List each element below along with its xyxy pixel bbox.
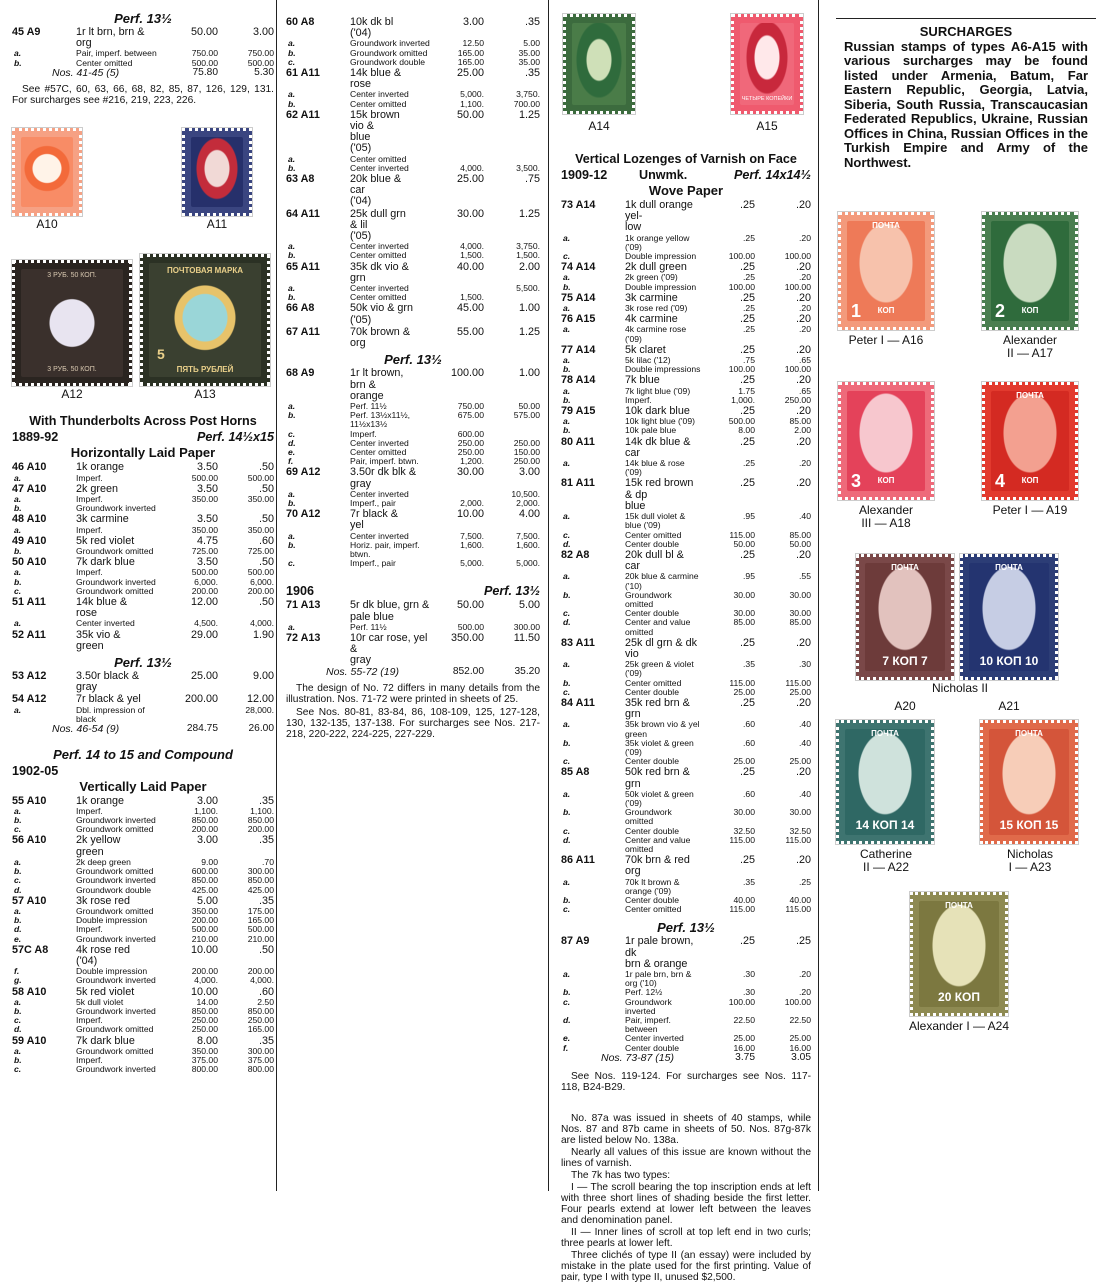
stamp-a22-value: 14 КОП 14 (855, 818, 915, 833)
listing-row: 76 A15 4k carmine .25 .20 (561, 313, 811, 326)
listing-row: 57C A8 4k rose red ('04) 10.00 .50 (12, 943, 274, 967)
listing-row: 58 A10 5k red violet 10.00 .60 (12, 985, 274, 998)
variety-row: c. Groundwork inverted 850.00 850.00 (14, 875, 274, 886)
listing-row: 48 A10 3k carmine 3.50 .50 (12, 513, 274, 526)
variety-row: a. Imperf. 500.00 500.00 (14, 472, 274, 483)
stamp-a13-image (140, 254, 270, 386)
stamp-a16-label: ПОЧТА (872, 221, 900, 230)
variety-row: b. Groundwork omitted 725.00 725.00 (14, 546, 274, 557)
variety-row: a. 35k brown vio & yel green .60 .40 (563, 719, 811, 739)
perf-heading: Perf. 13½ (384, 352, 442, 368)
stamp-a17-kop: КОП (1021, 306, 1039, 316)
caption-a19: Peter I — A19 (992, 503, 1068, 517)
caption-a12: A12 (61, 387, 83, 402)
listing-row: 50 A10 7k dark blue 3.50 .50 (12, 556, 274, 569)
caption-a20: A20 (894, 699, 916, 713)
listing-row: 65 A11 35k dk vio & grn 40.00 2.00 (286, 260, 540, 284)
variety-row: a. 70k lt brown & orange ('09) .35 .25 (563, 876, 811, 896)
variety-row: b. Imperf. 1,000. 250.00 (563, 394, 811, 405)
stamp-a21-value: 10 КОП 10 (979, 654, 1039, 669)
listing-row: 82 A8 20k dull bl & car .25 .20 (561, 548, 811, 573)
stamp-a24-image (910, 892, 1008, 1016)
stamp-a19-value: 4 (995, 471, 1006, 492)
variety-row: b. Groundwork inverted (14, 503, 156, 514)
variety-row: c. Center double 25.00 25.00 (563, 686, 811, 697)
caption-a17-line1: Alexander (1002, 333, 1058, 347)
listing-row: 49 A10 5k red violet 4.75 .60 (12, 534, 274, 547)
note: The design of No. 72 differs in many details from the illustration. Nos. 71-72 were printed in sheets of 25. (286, 683, 540, 706)
listing-row: 78 A14 7k blue .25 .20 (561, 374, 811, 387)
stamp-a17-value: 2 (995, 301, 1006, 322)
variety-row: a. 1r pale brn, brn & org ('10) .30 .20 (563, 969, 811, 989)
caption-a17-line2: II — A17 (1006, 346, 1054, 360)
variety-row: a. 7k light blue ('09) 1.75 .65 (563, 385, 811, 396)
variety-row: c. Imperf. 250.00 250.00 (14, 1015, 274, 1026)
variety-row: d. Center double 50.00 50.00 (563, 538, 811, 549)
stamp-a18-image (838, 382, 934, 500)
stamp-a12-image (12, 260, 132, 386)
variety-row: b. Perf. 13½x11½, 11½x13½ 675.00 575.00 (288, 410, 540, 430)
variety-row: c. Groundwork inverted 100.00 100.00 (563, 996, 811, 1016)
variety-row: b. Center inverted 4,000. 3,500. (288, 162, 540, 173)
stamp-a19-label: ПОЧТА (1016, 391, 1044, 400)
paper-heading: Horizontally Laid Paper (70, 445, 216, 461)
variety-row: b. Groundwork omitted 600.00 300.00 (14, 866, 274, 877)
variety-row: a. 1k orange yellow ('09) .25 .20 (563, 232, 811, 252)
listing-row: 84 A11 35k red brn & grn .25 .20 (561, 696, 811, 721)
stamp-a19-kop: КОП (1021, 476, 1039, 486)
variety-row: g. Groundwork inverted 4,000. 4,000. (14, 975, 274, 986)
stamp-a20-image (856, 554, 954, 680)
variety-row: a. Center inverted 5,000. 3,750. (288, 89, 540, 100)
stamp-figures (824, 170, 1096, 1050)
listing-row: 47 A10 2k green 3.50 .50 (12, 482, 274, 495)
stamp-a23-image (980, 720, 1078, 844)
caption-a11: A11 (206, 217, 228, 232)
variety-row: d. Pair, imperf. between 22.50 22.50 (563, 1015, 811, 1035)
stamp-a11-image (182, 128, 252, 216)
surcharges-title: SURCHARGES (919, 24, 1013, 39)
caption-a16: Peter I — A16 (848, 333, 924, 347)
variety-row: a. Dbl. impression of black 28,000. (14, 704, 274, 724)
variety-row: b. Perf. 12½ .30 .20 (563, 987, 811, 998)
listing-row: 46 A10 1k orange 3.50 .50 (12, 461, 274, 474)
variety-row: a. Center inverted 4,500. 4,000. (14, 618, 274, 629)
stamp-figures (12, 106, 274, 404)
variety-row: d. Center and value omitted 115.00 115.00 (563, 834, 811, 854)
perf-heading: Perf. 13½ (657, 920, 715, 936)
stamp-a22-label: ПОЧТА (871, 729, 899, 738)
listing-row: 81 A11 15k red brown & dp blue .25 .20 (561, 477, 811, 512)
listing-row: 55 A10 1k orange 3.00 .35 (12, 794, 274, 807)
variety-row: b. Groundwork omitted 30.00 30.00 (563, 807, 811, 827)
perf-heading: Perf. 13½ (114, 11, 172, 26)
variety-row: b. Horiz. pair, imperf. btwn. 1,600. 1,600. (288, 539, 540, 559)
nos-total-row: Nos. 73-87 (15) 3.75 3.05 (601, 1051, 811, 1064)
column-3 (561, 0, 811, 1283)
variety-row: a. Groundwork omitted 350.00 300.00 (14, 1045, 274, 1056)
variety-row: b. 35k violet & green ('09) .60 .40 (563, 737, 811, 757)
stamp-a16-value: 1 (851, 301, 862, 322)
listing-row: 74 A14 2k dull green .25 .20 (561, 261, 811, 274)
nos-total-row: Nos. 46-54 (9) 284.75 26.00 (52, 723, 274, 736)
variety-row: a. Imperf. 350.00 350.00 (14, 494, 274, 505)
variety-row: f. Center double 16.00 16.00 (563, 1042, 811, 1053)
variety-row: a. Perf. 11½ 500.00 300.00 (288, 621, 540, 632)
variety-row: f. Double impression 200.00 200.00 (14, 966, 274, 977)
stamp-a15-bottom-text: ЧЕТЫРЕ КОПЕЙКИ (741, 96, 793, 103)
variety-row: d. Groundwork omitted 250.00 165.00 (14, 1024, 274, 1035)
variety-row: b. Center omitted 500.00 500.00 (14, 57, 274, 68)
variety-row: a. Center inverted 5,500. (288, 283, 540, 294)
caption-a23-line1: Nicholas (1006, 847, 1054, 861)
year-heading: 1906 Perf. 13½ (286, 584, 540, 599)
stamp-a24-label: ПОЧТА (945, 901, 973, 910)
stamp-a12-top-text: 3 РУБ. 50 КОП. (47, 272, 97, 280)
variety-row: b. Groundwork inverted 850.00 850.00 (14, 1005, 274, 1016)
listing-row: 85 A8 50k red brn & grn .25 .20 (561, 766, 811, 790)
listing-row: 83 A11 25k dl grn & dk vio .25 .20 (561, 636, 811, 660)
surcharges-text: Russian stamps of types A6-A15 with various surcharges may be found listed under Armenia, Batum, Far Eastern Republic, Georgia, Latvia, Siberia, South Russia, Transcaucasian Federated Republics, Ukraine, Russian Offices in China, Russian Offices in the Turkish Empire and Army of the Northwest. (844, 38, 1088, 170)
listing-row: 72 A13 10r car rose, yel & gray 350.00 11.50 (286, 631, 540, 667)
caption-a13: A13 (194, 387, 216, 402)
variety-row: a. Pair, imperf. between 750.00 750.00 (14, 48, 274, 59)
listing-row: 69 A12 3.50r dk blk & gray 30.00 3.00 (286, 466, 540, 490)
variety-row: c. Double impression 100.00 100.00 (563, 251, 811, 262)
variety-row: c. Center double 32.50 32.50 (563, 825, 811, 836)
variety-row: c. Groundwork omitted 200.00 200.00 (14, 824, 274, 835)
listing-row: 66 A8 50k vio & grn ('05) 45.00 1.00 (286, 302, 540, 326)
variety-row: a. Center inverted 10,500. (288, 488, 540, 499)
variety-row: c. Imperf. 600.00 (288, 428, 484, 439)
variety-row: a. Perf. 11½ 750.00 50.00 (288, 400, 540, 411)
listing-row: 79 A15 10k dark blue .25 .20 (561, 405, 811, 418)
note: II — Inner lines of scroll at top left end in two curls; three pearls at lower left. (561, 1227, 811, 1250)
note: I — The scroll bearing the top inscription ends at left with three short lines of shading beside the first letter. Four pearls extend at lower left between the leaves and denomination panel. (561, 1182, 811, 1227)
section-title: Vertical Lozenges of Varnish on Face (575, 152, 797, 166)
variety-row: c. Center omitted 115.00 115.00 (563, 904, 811, 915)
variety-row: b. Center omitted 1,500. 1,500. (288, 250, 540, 261)
variety-row: b. Center double 40.00 40.00 (563, 895, 811, 906)
variety-row: a. Imperf. 350.00 350.00 (14, 524, 274, 535)
listing-row: 53 A12 3.50r black & gray 25.00 9.00 (12, 670, 274, 694)
variety-row: c. Groundwork omitted 200.00 200.00 (14, 585, 274, 596)
variety-row: f. Pair, imperf. btwn. 1,200. 250.00 (288, 456, 540, 467)
variety-row: a. Imperf. 500.00 500.00 (14, 567, 274, 578)
variety-row: b. Groundwork inverted 6,000. 6,000. (14, 576, 274, 587)
listing-row: 56 A10 2k yellow green 3.00 .35 (12, 834, 274, 858)
stamp-a18-kop: КОП (877, 476, 895, 486)
variety-row: b. Groundwork omitted 165.00 35.00 (288, 47, 540, 58)
perf-heading: Perf. 14 to 15 and Compound (53, 746, 233, 762)
variety-row: b. Double impression 200.00 165.00 (14, 915, 274, 926)
stamp-a16-kop: КОП (877, 306, 895, 316)
stamp-a20-value: 7 КОП 7 (882, 654, 928, 669)
caption-a22-line2: II — A22 (862, 860, 910, 874)
variety-row: e. Center inverted 25.00 25.00 (563, 1033, 811, 1044)
stamp-figures (561, 0, 811, 142)
variety-row: a. 15k dull violet & blue ('09) .95 .40 (563, 511, 811, 531)
listing-row: 52 A11 35k vio & green 29.00 1.90 (12, 628, 274, 652)
variety-row: a. 4k carmine rose ('09) .25 .20 (563, 324, 811, 344)
caption-a14: A14 (588, 119, 610, 133)
variety-row: a. 20k blue & carmine ('10) .95 .55 (563, 571, 811, 591)
listing-row: 87 A9 1r pale brown, dk brn & orange .25 .25 (561, 935, 811, 970)
see-note: See Nos. 119-124. For surcharges see Nos. 117-118, B24-B29. (561, 1071, 811, 1094)
stamp-a23-label: ПОЧТА (1015, 729, 1043, 738)
variety-row: a. 25k green & violet ('09) .35 .30 (563, 659, 811, 679)
variety-row: a. Imperf. 1,100. 1,100. (14, 805, 274, 816)
stamp-a15-image (731, 14, 803, 114)
variety-row: b. Center omitted 1,100. 700.00 (288, 98, 540, 109)
note: The 7k has two types: (571, 1170, 671, 1182)
stamp-a22-image (836, 720, 934, 844)
column-divider (276, 0, 277, 1191)
listing-row: 75 A14 3k carmine .25 .20 (561, 291, 811, 304)
listing-row: 77 A14 5k claret .25 .20 (561, 343, 811, 356)
caption-a18-line1: Alexander (858, 503, 914, 517)
variety-row: d. Center inverted 250.00 250.00 (288, 437, 540, 448)
variety-row: d. Groundwork double 425.00 425.00 (14, 884, 274, 895)
variety-row: c. Center double 25.00 25.00 (563, 756, 811, 767)
listing-row: 71 A13 5r dk blue, grn & pale blue 50.00 5.00 (286, 599, 540, 623)
note: Nearly all values of this issue are known without the lines of varnish. (561, 1147, 811, 1170)
stamp-a13-value: 5 (157, 345, 165, 362)
variety-row: c. Center double 30.00 30.00 (563, 608, 811, 619)
listing-row: 70 A12 7r black & yel 10.00 4.00 (286, 508, 540, 532)
caption-a10: A10 (36, 217, 58, 232)
paper-heading: Wove Paper (648, 183, 724, 198)
listing-row: 64 A11 25k dull grn & lil ('05) 30.00 1.25 (286, 207, 540, 243)
section-title: With Thunderbolts Across Post Horns (29, 414, 257, 429)
variety-row: b. 10k pale blue 8.00 2.00 (563, 425, 811, 436)
stamp-a21-label: ПОЧТА (995, 563, 1023, 572)
variety-row: b. Groundwork inverted 850.00 850.00 (14, 815, 274, 826)
caption-a18-line2: III — A18 (861, 516, 911, 530)
variety-row: a. 2k deep green 9.00 .70 (14, 856, 274, 867)
column-2 (286, 0, 540, 1191)
variety-row: b. Double impressions 100.00 100.00 (563, 364, 811, 375)
stamp-a21-image (960, 554, 1058, 680)
stamp-a19-image (982, 382, 1078, 500)
perf-heading: Perf. 13½ (114, 655, 172, 671)
stamp-a13-bottom-text: ПЯТЬ РУБЛЕЙ (176, 364, 234, 374)
stamp-a23-value: 15 КОП 15 (999, 818, 1059, 833)
caption-a15: A15 (756, 119, 778, 133)
caption-nicholas-ii: Nicholas II (931, 681, 989, 695)
column-4 (824, 0, 1096, 1191)
variety-row: b. Imperf., pair 2,000. 2,000. (288, 497, 540, 508)
listing-row: 60 A8 10k dk bl ('04) 3.00 .35 (286, 16, 540, 40)
variety-row: a. Center inverted 7,500. 7,500. (288, 530, 540, 541)
stamp-a20-label: ПОЧТА (891, 563, 919, 572)
variety-row: e. Groundwork inverted 210.00 210.00 (14, 933, 274, 944)
listing-row: 61 A11 14k blue & rose 25.00 .35 (286, 67, 540, 91)
variety-row: a. 3k rose red ('09) .25 .20 (563, 303, 811, 314)
year-heading: 1902-05 (12, 763, 59, 778)
variety-row: b. Groundwork omitted 30.00 30.00 (563, 589, 811, 609)
note: No. 87a was issued in sheets of 40 stamps, while Nos. 87 and 87b came in sheets of 50. Nos. 87g-87k are listed below No. 138a. (561, 1113, 811, 1147)
listing-row: 80 A11 14k dk blue & car .25 .20 (561, 435, 811, 459)
stamp-a18-value: 3 (851, 471, 862, 492)
variety-row: a. 50k violet & green ('09) .60 .40 (563, 788, 811, 808)
note: Three clichés of type II (an essay) were included by mistake in the plate used for the first printing. Value of pair, type I with type II, unused $2,500. (561, 1250, 811, 1283)
stamp-a12-bottom-text: 3 РУБ. 50 КОП. (47, 365, 97, 373)
column-divider (818, 0, 819, 1191)
variety-row: b. Double impression 100.00 100.00 (563, 281, 811, 292)
listing-row: 62 A11 15k brown vio & blue ('05) 50.00 1.25 (286, 108, 540, 155)
listing-row: 68 A9 1r lt brown, brn & orange 100.00 1.00 (286, 367, 540, 402)
note: See Nos. 80-81, 83-84, 86, 108-109, 125, 127-128, 130, 132-135, 137-138. For surcharges see Nos. 217-218, 220-222, 224-225, 227-229. (286, 707, 540, 741)
column-1 (12, 0, 274, 1191)
listing-row: 54 A12 7r black & yel 200.00 12.00 (12, 693, 274, 706)
variety-row: a. Center inverted 4,000. 3,750. (288, 241, 540, 252)
nos-total-row: Nos. 55-72 (19) 852.00 35.20 (326, 665, 540, 678)
variety-row: c. Groundwork inverted 800.00 800.00 (14, 1064, 274, 1075)
column-divider (548, 0, 549, 1191)
year-heading: 1889-92 Perf. 14½x15 (12, 430, 274, 445)
year-heading: 1909-12 Unwmk. Perf. 14x14½ (561, 168, 811, 182)
listing-row: 45 A9 1r lt brn, brn & org 50.00 3.00 (12, 26, 274, 50)
listing-row: 73 A14 1k dull orange yel- low .25 .20 (561, 199, 811, 234)
listing-row: 67 A11 70k brown & org 55.00 1.25 (286, 325, 540, 350)
variety-row: a. Groundwork inverted 12.50 5.00 (288, 38, 540, 49)
variety-row: b. Center omitted 115.00 115.00 (563, 677, 811, 688)
listing-row: 59 A10 7k dark blue 8.00 .35 (12, 1034, 274, 1047)
listing-row: 86 A11 70k brn & red org .25 .20 (561, 854, 811, 878)
variety-row: b. Center omitted 1,500. (288, 292, 484, 303)
variety-row: a. 5k dull violet 14.00 2.50 (14, 996, 274, 1007)
variety-row: c. Center omitted 115.00 85.00 (563, 529, 811, 540)
variety-row: a. 2k green ('09) .25 .20 (563, 272, 811, 283)
caption-a22-line1: Catherine (859, 847, 913, 861)
variety-row: c. Imperf., pair 5,000. 5,000. (288, 558, 540, 569)
listing-row: 63 A8 20k blue & car ('04) 25.00 .75 (286, 173, 540, 208)
variety-row: a. Center omitted (288, 153, 407, 164)
variety-row: b. Imperf. 375.00 375.00 (14, 1054, 274, 1065)
stamp-a17-image (982, 212, 1078, 330)
variety-row: c. Groundwork double 165.00 35.00 (288, 56, 540, 67)
rule (836, 18, 1096, 19)
stamp-a14-image (563, 14, 635, 114)
variety-row: a. Groundwork omitted 350.00 175.00 (14, 905, 274, 916)
variety-row: a. 10k light blue ('09) 500.00 85.00 (563, 416, 811, 427)
listing-row: 51 A11 14k blue & rose 12.00 .50 (12, 596, 274, 620)
see-note: See #57C, 60, 63, 66, 68, 82, 85, 87, 126, 129, 131. For surcharges see #216, 219, 223, 226. (12, 84, 274, 107)
caption-a23-line2: I — A23 (1008, 860, 1052, 874)
caption-a21: A21 (998, 699, 1020, 713)
nos-total-row: Nos. 41-45 (5) 75.80 5.30 (52, 66, 274, 79)
listing-row: 57 A10 3k rose red 5.00 .35 (12, 894, 274, 907)
stamp-a13-top-text: ПОЧТОВАЯ МАРКА (166, 266, 244, 276)
variety-row: a. 14k blue & rose ('09) .25 .20 (563, 458, 811, 478)
variety-row: d. Center and value omitted 85.00 85.00 (563, 617, 811, 637)
stamp-a16-image (838, 212, 934, 330)
caption-a24: Alexander I — A24 (908, 1019, 1010, 1033)
variety-row: d. Imperf. 500.00 500.00 (14, 924, 274, 935)
paper-heading: Vertically Laid Paper (79, 778, 207, 794)
stamp-a10-image (12, 128, 82, 216)
stamp-a24-value: 20 КОП (938, 990, 980, 1005)
variety-row: e. Center omitted 250.00 150.00 (288, 446, 540, 457)
variety-row: a. 5k lilac ('12) .75 .65 (563, 355, 811, 366)
